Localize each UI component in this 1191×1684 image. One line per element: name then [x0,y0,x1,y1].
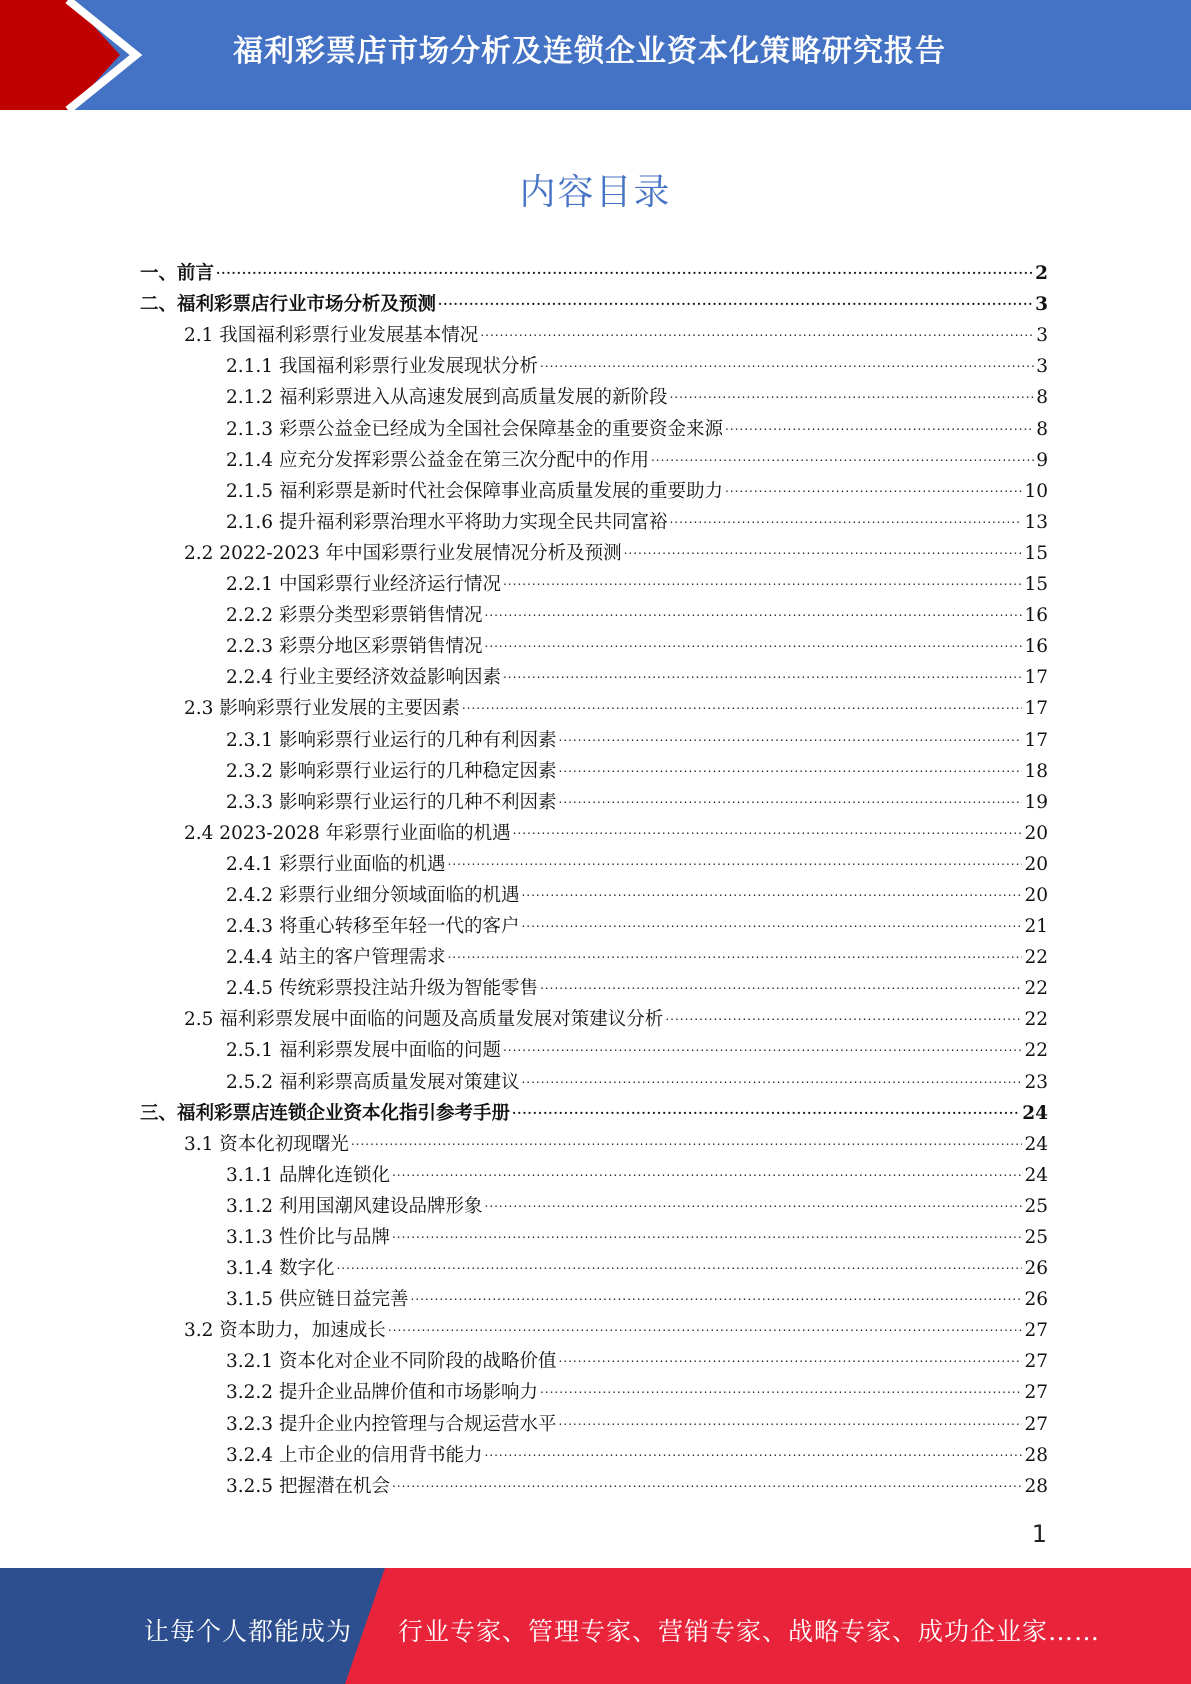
toc-dot-leader [624,538,1023,561]
toc-entry-page: 3 [1035,294,1048,316]
toc-entry[interactable] [140,1436,1048,1467]
toc-dot-leader [665,1004,1022,1027]
toc-entry-title: 3.2 资本助力，加速成长 [184,1320,386,1342]
toc-entry-page: 8 [1036,387,1048,409]
toc-entry[interactable] [140,752,1048,783]
toc-entry-page: 20 [1024,884,1048,906]
toc-entry[interactable] [140,254,1048,285]
toc-dot-leader [558,725,1022,748]
header-chevron-icon [0,0,160,110]
toc-entry-title: 2.4 2023-2028 年彩票行业面临的机遇 [184,822,511,844]
footer-slogan-left: 让每个人都能成为 [144,1617,353,1646]
toc-entry[interactable] [140,814,1048,845]
toc-entry-page: 24 [1024,1133,1048,1155]
toc-dot-leader [438,289,1033,312]
toc-entry-page: 3 [1036,325,1048,347]
toc-dot-leader [484,1191,1022,1214]
toc-entry[interactable] [140,1373,1048,1404]
toc-entry-title: 2.1.5 福利彩票是新时代社会保障事业高质量发展的重要助力 [226,480,723,502]
toc-entry-page: 27 [1024,1382,1048,1404]
toc-entry-page: 21 [1024,916,1048,938]
toc-entry-page: 27 [1024,1351,1048,1373]
toc-entry[interactable] [140,627,1048,658]
toc-entry-page: 19 [1024,791,1048,813]
toc-dot-leader [392,1471,1022,1494]
toc-dot-leader [521,880,1022,903]
toc-entry-page: 13 [1024,511,1048,533]
toc-entry-page: 27 [1024,1320,1048,1342]
toc-entry[interactable] [140,285,1048,316]
toc-entry-title: 3.2.2 提升企业品牌价值和市场影响力 [226,1382,538,1404]
toc-entry-page: 16 [1024,636,1048,658]
toc-entry-title: 一、前言 [140,263,215,285]
toc-entry-title: 2.1.6 提升福利彩票治理水平将助力实现全民共同富裕 [226,511,668,533]
toc-entry[interactable] [140,1311,1048,1342]
toc-entry-page: 3 [1036,356,1048,378]
toc-entry-title: 2.1 我国福利彩票行业发展基本情况 [184,325,479,347]
toc-entry[interactable] [140,938,1048,969]
toc-dot-leader [484,1440,1022,1463]
toc-entry-page: 18 [1024,760,1048,782]
table-of-contents [140,254,1048,1498]
toc-entry-page: 2 [1035,263,1048,285]
toc-entry-title: 2.3 影响彩票行业发展的主要因素 [184,698,460,720]
toc-dot-leader [503,569,1022,592]
toc-entry-title: 2.5.1 福利彩票发展中面临的问题 [226,1040,501,1062]
toc-dot-leader [558,787,1022,810]
header-banner [0,0,1191,110]
toc-entry-page: 16 [1024,605,1048,627]
toc-entry-page: 9 [1036,449,1048,471]
toc-dot-leader [503,1035,1022,1058]
toc-entry[interactable] [140,1249,1048,1280]
toc-dot-leader [558,756,1022,779]
toc-dot-leader [540,1377,1022,1400]
toc-entry[interactable] [140,876,1048,907]
toc-entry-title: 2.3.2 影响彩票行业运行的几种稳定因素 [226,760,557,782]
toc-entry-title: 2.2 2022-2023 年中国彩票行业发展情况分析及预测 [184,542,622,564]
toc-entry[interactable] [140,472,1048,503]
toc-dot-leader [484,600,1022,623]
toc-entry-title: 三、福利彩票店连锁企业资本化指引参考手册 [140,1102,511,1124]
toc-entry-title: 2.1.4 应充分发挥彩票公益金在第三次分配中的作用 [226,449,649,471]
toc-entry-title: 3.1.3 性价比与品牌 [226,1227,390,1248]
toc-dot-leader [388,1315,1023,1338]
toc-dot-leader [480,320,1034,343]
toc-entry-page: 28 [1024,1475,1048,1497]
toc-dot-leader [521,1067,1022,1090]
toc-entry-page: 20 [1024,853,1048,875]
toc-dot-leader [447,942,1022,965]
toc-entry-page: 15 [1024,574,1048,596]
toc-entry-title: 3.1 资本化初现曙光 [184,1133,349,1155]
toc-entry[interactable] [140,1156,1048,1187]
toc-entry[interactable] [140,720,1048,751]
toc-dot-leader [447,849,1022,872]
toc-entry-page: 8 [1036,418,1048,440]
toc-entry[interactable] [140,1280,1048,1311]
toc-entry-page: 15 [1024,542,1048,564]
page-number: 1 [1031,1520,1047,1548]
toc-entry-page: 17 [1024,667,1048,689]
toc-entry[interactable] [140,1342,1048,1373]
toc-entry-page: 25 [1024,1227,1048,1248]
toc-entry[interactable] [140,409,1048,440]
toc-entry-page: 27 [1024,1413,1048,1435]
toc-dot-leader [410,1284,1022,1307]
toc-dot-leader [540,351,1034,374]
toc-entry-title: 2.4.4 站主的客户管理需求 [226,947,446,969]
toc-entry[interactable] [140,1000,1048,1031]
toc-entry-title: 3.1.1 品牌化连锁化 [226,1164,390,1186]
toc-entry[interactable] [140,534,1048,565]
toc-entry-page: 17 [1024,698,1048,720]
toc-entry[interactable] [140,316,1048,347]
toc-entry[interactable] [140,378,1048,409]
toc-entry-page: 22 [1024,978,1048,1000]
toc-entry[interactable] [140,1467,1048,1498]
toc-entry-title: 2.2.2 彩票分类型彩票销售情况 [226,605,483,627]
toc-entry-title: 2.4.2 彩票行业细分领域面临的机遇 [226,884,520,906]
toc-entry-page: 10 [1024,480,1048,502]
footer-slogan-right: 行业专家、管理专家、营销专家、战略专家、成功企业家…… [398,1617,1101,1646]
toc-dot-leader [669,382,1034,405]
toc-dot-leader [512,1098,1020,1121]
toc-entry[interactable] [140,1062,1048,1093]
toc-dot-leader [513,818,1023,841]
toc-entry-title: 2.5.2 福利彩票高质量发展对策建议 [226,1071,520,1093]
toc-dot-leader [484,631,1022,654]
toc-entry-title: 3.1.5 供应链日益完善 [226,1289,409,1311]
toc-entry-page: 22 [1024,1009,1048,1031]
toc-entry[interactable] [140,1218,1048,1249]
toc-entry-title: 3.2.5 把握潜在机会 [226,1475,390,1497]
toc-entry-title: 2.3.3 影响彩票行业运行的几种不利因素 [226,791,557,813]
toc-entry-title: 2.1.2 福利彩票进入从高速发展到高质量发展的新阶段 [226,387,668,409]
toc-entry[interactable] [140,1404,1048,1435]
toc-entry-page: 17 [1024,729,1048,751]
toc-entry-page: 22 [1024,1040,1048,1062]
toc-entry-title: 3.2.1 资本化对企业不同阶段的战略价值 [226,1351,557,1373]
toc-entry[interactable] [140,503,1048,534]
toc-dot-leader [216,258,1033,281]
toc-entry-title: 2.4.1 彩票行业面临的机遇 [226,853,446,875]
toc-entry-page: 26 [1024,1258,1048,1280]
toc-dot-leader [351,1129,1023,1152]
toc-dot-leader [558,1409,1022,1432]
toc-dot-leader [725,414,1034,437]
toc-entry-title: 3.2.3 提升企业内控管理与合规运营水平 [226,1413,557,1435]
toc-entry[interactable] [140,907,1048,938]
toc-entry-page: 24 [1022,1102,1048,1124]
toc-entry-page: 20 [1024,822,1048,844]
toc-entry[interactable] [140,1094,1048,1125]
toc-entry-title: 2.4.3 将重心转移至年轻一代的客户 [226,916,520,938]
toc-entry-page: 23 [1024,1071,1048,1093]
toc-entry[interactable] [140,689,1048,720]
toc-entry-page: 24 [1024,1164,1048,1186]
toc-entry-title: 2.3.1 影响彩票行业运行的几种有利因素 [226,729,557,751]
toc-entry-title: 3.2.4 上市企业的信用背书能力 [226,1444,483,1466]
toc-entry-page: 22 [1024,947,1048,969]
toc-dot-leader [392,1222,1022,1245]
toc-entry-title: 2.2.1 中国彩票行业经济运行情况 [226,574,501,596]
toc-entry[interactable] [140,1125,1048,1156]
toc-entry[interactable] [140,347,1048,378]
toc-dot-leader [651,445,1034,468]
toc-entry-title: 2.2.4 行业主要经济效益影响因素 [226,667,501,689]
toc-entry[interactable] [140,845,1048,876]
toc-dot-leader [336,1253,1022,1276]
toc-entry-page: 28 [1024,1444,1048,1466]
toc-dot-leader [669,507,1022,530]
toc-dot-leader [540,973,1022,996]
toc-dot-leader [392,1160,1022,1183]
toc-entry-title: 3.1.2 利用国潮风建设品牌形象 [226,1195,483,1217]
toc-entry[interactable] [140,783,1048,814]
toc-dot-leader [725,476,1022,499]
toc-heading: 内容目录 [519,172,672,213]
toc-entry-title: 2.2.3 彩票分地区彩票销售情况 [226,636,483,658]
toc-entry-title: 2.4.5 传统彩票投注站升级为智能零售 [226,978,538,1000]
toc-entry-title: 3.1.4 数字化 [226,1258,335,1280]
toc-entry[interactable] [140,596,1048,627]
toc-entry-title: 2.1.3 彩票公益金已经成为全国社会保障基金的重要资金来源 [226,418,723,440]
toc-dot-leader [521,911,1022,934]
toc-entry[interactable] [140,441,1048,472]
toc-entry[interactable] [140,658,1048,689]
toc-entry[interactable] [140,565,1048,596]
toc-entry[interactable] [140,1031,1048,1062]
toc-entry-page: 25 [1024,1195,1048,1217]
toc-entry-title: 二、福利彩票店行业市场分析及预测 [140,294,437,316]
toc-entry-title: 2.1.1 我国福利彩票行业发展现状分析 [226,356,538,378]
toc-entry-page: 26 [1024,1289,1048,1311]
toc-dot-leader [462,693,1023,716]
report-title: 福利彩票店市场分析及连锁企业资本化策略研究报告 [233,34,946,69]
toc-entry[interactable] [140,1187,1048,1218]
toc-dot-leader [558,1346,1022,1369]
toc-entry-title: 2.5 福利彩票发展中面临的问题及高质量发展对策建议分析 [184,1009,664,1031]
toc-entry[interactable] [140,969,1048,1000]
toc-dot-leader [503,662,1022,685]
